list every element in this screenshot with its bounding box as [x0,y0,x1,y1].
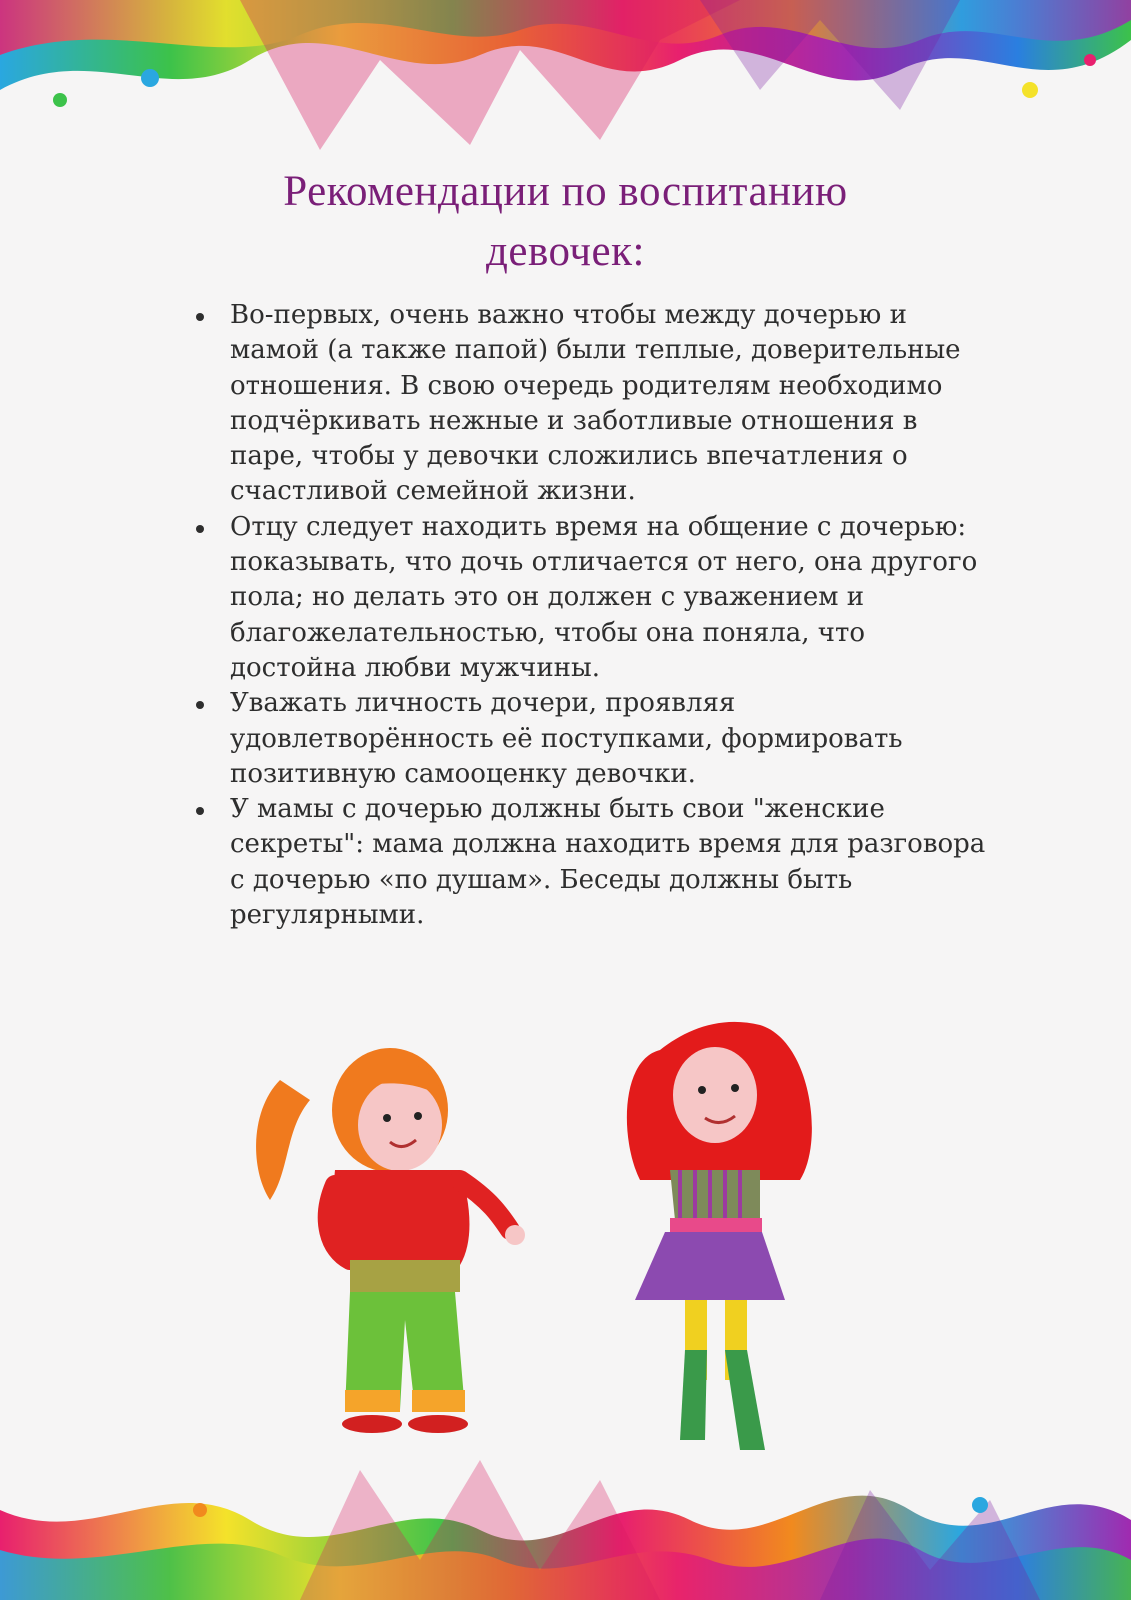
girls-illustration [240,1020,860,1470]
girl-red-sweater-illustration [256,1048,525,1433]
recommendation-item [192,792,992,933]
page-title-line-1: Рекомендации по воспитанию [283,168,848,215]
page-title [150,162,981,282]
recommendation-item [192,298,992,510]
recommendations-list [192,298,992,933]
recommendation-text: Во-первых, очень важно чтобы между дочерью и мамой (а также папой) были теплые, доверительные отношения. В свою очередь родителям необходимо подчёркивать нежные и заботливые отношения в паре, чтобы у девочки сложились впечатления о счастливой семейной жизни. [230,300,961,507]
recommendation-text: Отцу следует находить время на общение с дочерью: показывать, что дочь отличается от него, она другого пола; но делать это он должен с уважением и благожелательностью, чтобы она поняла, что достойна любви мужчины. [230,511,978,683]
page-title-line-2: девочек: [486,228,645,275]
bullet-icon [196,701,204,709]
bullet-icon [196,313,204,321]
decorative-bottom-border [0,1450,1131,1600]
recommendation-text: Уважать личность дочери, проявляя удовлетворённость её поступками, формировать позитивную самооценку девочки. [230,688,903,789]
girl-red-hair-skirt-illustration [627,1022,812,1450]
recommendation-item [192,686,992,792]
recommendation-text: У мамы с дочерью должны быть свои "женские секреты": мама должна находить время для разговора с дочерью «по душам». Беседы должны быть регулярными. [230,794,986,931]
decorative-top-border [0,0,1131,150]
bullet-icon [196,525,204,533]
recommendation-item [192,510,992,686]
bullet-icon [196,807,204,815]
